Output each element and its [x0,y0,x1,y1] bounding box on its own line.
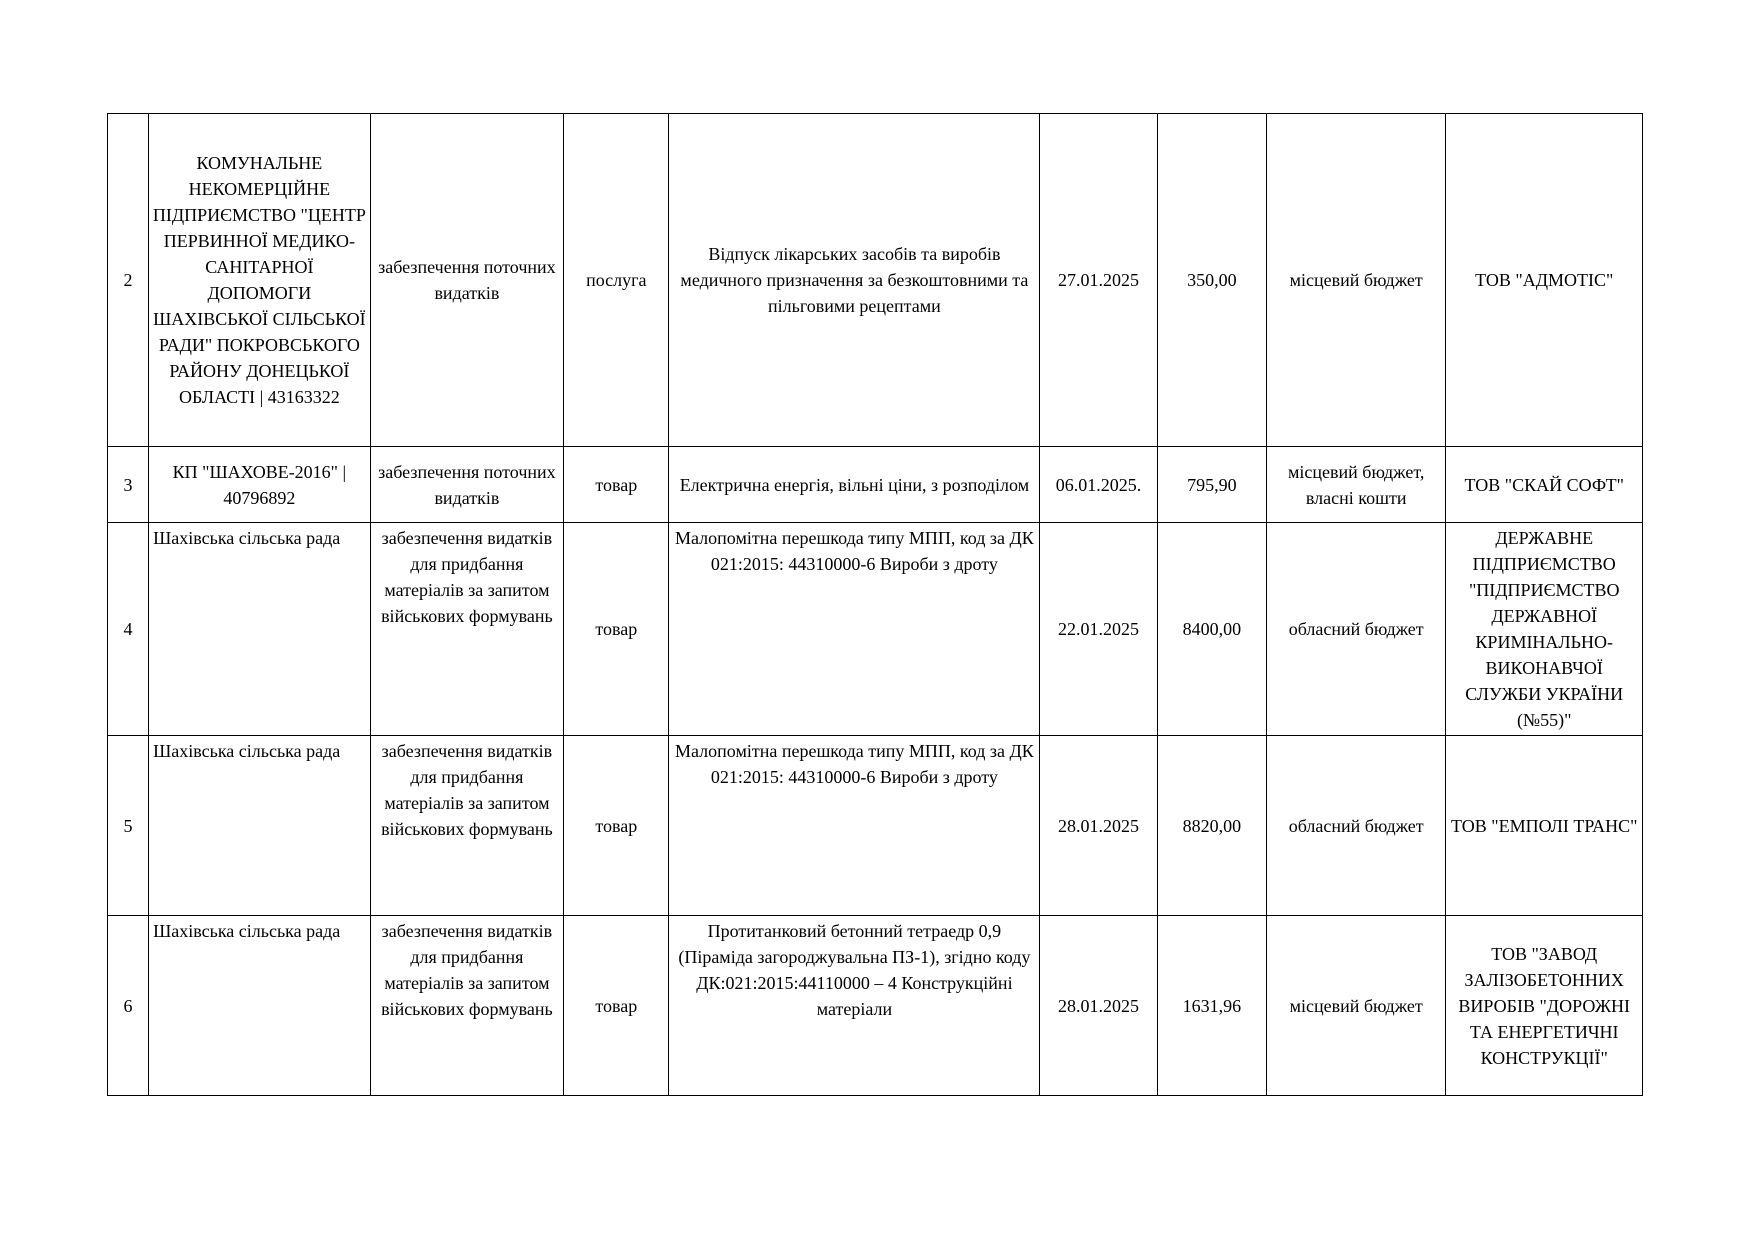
purpose-cell: забезпечення поточних видатків [370,447,564,523]
amount-cell: 8400,00 [1157,523,1266,736]
amount-cell: 350,00 [1157,114,1266,447]
supplier-cell: ТОВ "ЕМПОЛІ ТРАНС" [1446,736,1643,916]
type-cell: товар [564,736,669,916]
table-row [108,114,1643,447]
purpose-cell: забезпечення видатків для придбання матеріалів за запитом військових формувань [370,736,564,916]
subject-cell: Відпуск лікарських засобів та виробів медичного призначення за безкоштовними та пільговими рецептами [669,114,1040,447]
row-number: 4 [108,523,149,736]
funding-source-cell: місцевий бюджет, власні кошти [1266,447,1445,523]
purpose-cell: забезпечення поточних видатків [370,114,564,447]
subject-cell: Електрична енергія, вільні ціни, з розподілом [669,447,1040,523]
date-cell: 28.01.2025 [1040,736,1157,916]
customer-cell: КП "ШАХОВЕ-2016" | 40796892 [149,447,371,523]
customer-cell: Шахівська сільська рада [149,523,371,736]
customer-cell: Шахівська сільська рада [149,736,371,916]
row-number: 5 [108,736,149,916]
procurement-table [107,113,1643,1096]
supplier-cell: ТОВ "СКАЙ СОФТ" [1446,447,1643,523]
date-cell: 06.01.2025. [1040,447,1157,523]
row-number: 2 [108,114,149,447]
supplier-cell: ТОВ "ЗАВОД ЗАЛІЗОБЕТОННИХ ВИРОБІВ "ДОРОЖНІ ТА ЕНЕРГЕТИЧНІ КОНСТРУКЦІЇ" [1446,916,1643,1096]
funding-source-cell: обласний бюджет [1266,523,1445,736]
supplier-cell: ДЕРЖАВНЕ ПІДПРИЄМСТВО "ПІДПРИЄМСТВО ДЕРЖАВНОЇ КРИМІНАЛЬНО-ВИКОНАВЧОЇ СЛУЖБИ УКРАЇНИ (№55)" [1446,523,1643,736]
date-cell: 28.01.2025 [1040,916,1157,1096]
funding-source-cell: місцевий бюджет [1266,916,1445,1096]
table-row [108,523,1643,736]
customer-cell: Шахівська сільська рада [149,916,371,1096]
amount-cell: 1631,96 [1157,916,1266,1096]
date-cell: 27.01.2025 [1040,114,1157,447]
subject-cell: Малопомітна перешкода типу МПП, код за ДК 021:2015: 44310000-6 Вироби з дроту [669,736,1040,916]
purpose-cell: забезпечення видатків для придбання матеріалів за запитом військових формувань [370,523,564,736]
subject-cell: Малопомітна перешкода типу МПП, код за ДК 021:2015: 44310000-6 Вироби з дроту [669,523,1040,736]
amount-cell: 795,90 [1157,447,1266,523]
row-number: 3 [108,447,149,523]
type-cell: товар [564,447,669,523]
table-row [108,447,1643,523]
type-cell: товар [564,916,669,1096]
subject-cell: Протитанковий бетонний тетраедр 0,9 (Піраміда загороджувальна ПЗ-1), згідно коду ДК:021:2015:44110000 – 4 Конструкційні матеріали [669,916,1040,1096]
type-cell: товар [564,523,669,736]
date-cell: 22.01.2025 [1040,523,1157,736]
supplier-cell: ТОВ "АДМОТІС" [1446,114,1643,447]
funding-source-cell: місцевий бюджет [1266,114,1445,447]
table-row [108,916,1643,1096]
customer-cell: КОМУНАЛЬНЕ НЕКОМЕРЦІЙНЕ ПІДПРИЄМСТВО "ЦЕНТР ПЕРВИННОЇ МЕДИКО-САНІТАРНОЇ ДОПОМОГИ ШАХІВСЬКОЇ СІЛЬСЬКОЇ РАДИ" ПОКРОВСЬКОГО РАЙОНУ ДОНЕЦЬКОЇ ОБЛАСТІ | 43163322 [149,114,371,447]
funding-source-cell: обласний бюджет [1266,736,1445,916]
type-cell: послуга [564,114,669,447]
table-row [108,736,1643,916]
row-number: 6 [108,916,149,1096]
purpose-cell: забезпечення видатків для придбання матеріалів за запитом військових формувань [370,916,564,1096]
amount-cell: 8820,00 [1157,736,1266,916]
